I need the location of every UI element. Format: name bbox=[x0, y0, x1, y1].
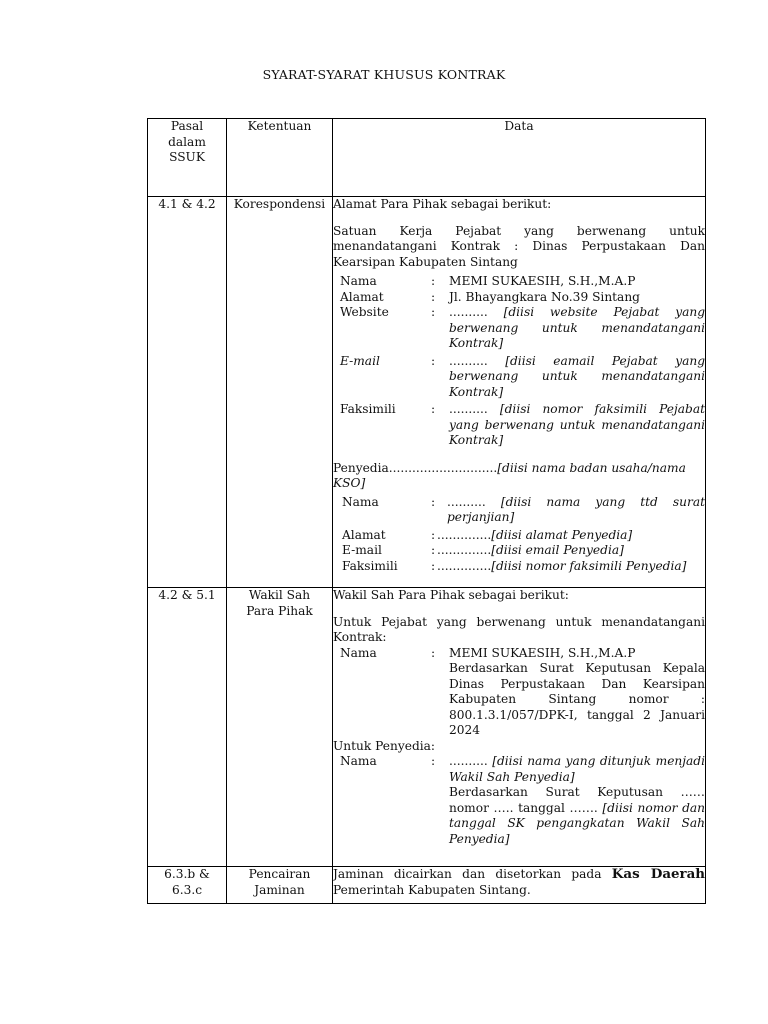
field-row: Nama : MEMI SUKAESIH, S.H.,M.A.P Berdasarkan Surat Keputusan Kepala Dinas Perpustakaan Dan Kearsipan Kabupaten Sintang nomor : 800.1.3.1/057/DPK-I, tanggal 2 Januari 2024 bbox=[340, 645, 705, 737]
data-cell bbox=[333, 867, 706, 904]
ssuk-table bbox=[147, 118, 706, 904]
placeholder-hint: [diisi email Penyedia] bbox=[491, 543, 624, 557]
placeholder-dots: .......... bbox=[447, 494, 486, 509]
placeholder-hint: [diisi nama badan usaha/nama KSO] bbox=[333, 460, 686, 490]
field-label: E-mail bbox=[342, 543, 382, 557]
field-value bbox=[447, 495, 705, 526]
field-value bbox=[449, 402, 705, 449]
field-row: E-mail : ..............[diisi email Penyedia] bbox=[342, 543, 705, 559]
header-pasal-line: Pasal bbox=[170, 119, 204, 133]
field-label: Alamat bbox=[342, 527, 386, 542]
ketentuan-cell bbox=[227, 588, 333, 867]
placeholder-hint: [diisi nama yang ditunjuk menjadi Wakil Sah Penyedia] bbox=[449, 754, 705, 784]
field-value bbox=[449, 305, 705, 352]
field-value bbox=[437, 543, 705, 559]
penyedia-rep bbox=[449, 754, 705, 785]
penyedia-line bbox=[333, 461, 705, 492]
pasal-cell bbox=[148, 867, 227, 904]
header-pasal-line: SSUK bbox=[169, 150, 205, 164]
placeholder-dots: .......... bbox=[449, 402, 488, 416]
field-row: Nama : .......... [diisi nama yang ttd surat perjanjian] bbox=[342, 494, 705, 524]
pasal-cell: 4.1 & 4.2 bbox=[148, 197, 227, 588]
field-label: Nama bbox=[342, 494, 379, 509]
placeholder-dots: .............. bbox=[437, 558, 492, 573]
wakil-intro: Wakil Sah Para Pihak sebagai berikut: bbox=[333, 588, 569, 602]
field-label: Website bbox=[340, 305, 389, 319]
field-label: Nama bbox=[340, 645, 377, 660]
field-row: Alamat : ..............[diisi alamat Penyedia] bbox=[342, 528, 705, 544]
document-title: SYARAT-SYARAT KHUSUS KONTRAK bbox=[262, 67, 506, 82]
field-value bbox=[449, 354, 705, 401]
data-cell bbox=[333, 197, 706, 588]
field-value bbox=[437, 528, 705, 544]
field-row: Website : .......... [diisi website Pejabat yang berwenang untuk menandatangani Kontrak] bbox=[340, 305, 706, 350]
table-row bbox=[148, 588, 706, 867]
placeholder-dots: .............. bbox=[437, 527, 492, 542]
field-label: E-mail bbox=[340, 353, 380, 368]
placeholder-hint: [diisi website Pejabat yang berwenang untuk menandatangani Kontrak] bbox=[449, 305, 706, 350]
data-cell bbox=[333, 588, 706, 867]
penyedia-label: Penyedia bbox=[333, 460, 389, 475]
field-row: Faksimili : ..............[diisi nomor faksimili Penyedia] bbox=[342, 559, 705, 575]
sk-text: Berdasarkan Surat Keputusan Kepala Dinas Perpustakaan Dan Kearsipan Kabupaten Sintang nomor : 800.1.3.1/057/DPK-I, tanggal 2 Januari 2024 bbox=[449, 661, 705, 737]
placeholder-dots: .......... bbox=[449, 305, 488, 319]
pencairan-text bbox=[333, 867, 705, 898]
placeholder-dots: ............................ bbox=[388, 460, 498, 475]
ketentuan-cell bbox=[227, 867, 333, 904]
placeholder-hint: [diisi alamat Penyedia] bbox=[491, 527, 633, 542]
ketentuan-line: Wakil Sah bbox=[248, 588, 311, 602]
placeholder-dots: .......... bbox=[449, 754, 488, 768]
placeholder-hint: [diisi nomor dan tanggal SK pengangkatan Wakil Sah Penyedia] bbox=[449, 800, 706, 846]
field-row: Alamat : Jl. Bhayangkara No.39 Sintang bbox=[340, 290, 705, 306]
field-value: Jl. Bhayangkara No.39 Sintang bbox=[449, 289, 640, 304]
untuk-pejabat: Untuk Pejabat yang berwenang untuk menandatangani Kontrak: bbox=[333, 614, 705, 644]
placeholder-hint: [diisi eamail Pejabat yang berwenang untuk menandatangani Kontrak] bbox=[449, 353, 706, 399]
pasal-cell: 4.2 & 5.1 bbox=[148, 588, 227, 867]
field-label: Nama bbox=[340, 754, 377, 768]
field-value bbox=[449, 646, 705, 739]
field-value bbox=[437, 559, 705, 575]
field-label: Alamat bbox=[340, 289, 384, 304]
kas-daerah: Kas Daerah bbox=[611, 866, 705, 882]
header-pasal bbox=[148, 119, 227, 197]
field-row: Faksimili : .......... [diisi nomor faksimili Pejabat yang berwenang untuk menandatangani Kontrak] bbox=[340, 402, 706, 447]
field-value bbox=[449, 754, 705, 847]
pencairan-suffix: Pemerintah Kabupaten Sintang. bbox=[333, 882, 531, 897]
placeholder-hint: [diisi nomor faksimili Pejabat yang berwenang untuk menandatangani Kontrak] bbox=[449, 402, 706, 447]
ketentuan-cell: Korespondensi bbox=[227, 197, 333, 588]
penyedia-sk bbox=[449, 785, 705, 847]
header-pasal-line: dalam bbox=[168, 134, 206, 149]
ketentuan-line: Para Pihak bbox=[246, 603, 313, 618]
header-ketentuan: Ketentuan bbox=[227, 119, 333, 197]
placeholder-hint: [diisi nomor faksimili Penyedia] bbox=[491, 558, 687, 573]
placeholder-dots: .......... bbox=[449, 353, 488, 368]
field-value: MEMI SUKAESIH, S.H.,M.A.P bbox=[449, 274, 636, 288]
pejabat-name: MEMI SUKAESIH, S.H.,M.A.P bbox=[449, 645, 636, 660]
field-row: Nama : MEMI SUKAESIH, S.H.,M.A.P bbox=[340, 274, 705, 290]
field-row: E-mail : .......... [diisi eamail Pejabat yang berwenang untuk menandatangani Kontrak] bbox=[340, 353, 706, 399]
placeholder-hint: [diisi nama yang ttd surat perjanjian] bbox=[447, 494, 705, 524]
header-data: Data bbox=[333, 119, 706, 197]
ketentuan-line: Jaminan bbox=[254, 882, 305, 897]
table-row bbox=[148, 867, 706, 904]
correspondence-intro: Alamat Para Pihak sebagai berikut: bbox=[333, 197, 552, 211]
field-row: Nama : .......... [diisi nama yang ditunjuk menjadi Wakil Sah Penyedia] Berdasarkan Surat Keputusan …… nomor ….. tanggal ……. [diisi nomor dan tanggal SK pengangkatan Wakil Sah Penyedia] bbox=[340, 754, 706, 846]
field-label: Faksimili bbox=[340, 402, 396, 416]
field-label: Faksimili bbox=[342, 558, 398, 573]
pasal-line: 6.3.c bbox=[171, 882, 203, 897]
pencairan-prefix: Jaminan dicairkan dan disetorkan pada bbox=[333, 867, 602, 881]
table-header-row bbox=[148, 119, 706, 197]
pasal-line: 6.3.b & bbox=[164, 867, 210, 881]
sk-prefix: Berdasarkan Surat Keputusan …… nomor ….. tanggal ……. bbox=[449, 785, 705, 815]
table-row bbox=[148, 197, 706, 588]
untuk-penyedia: Untuk Penyedia: bbox=[333, 738, 436, 753]
field-label: Nama bbox=[340, 274, 377, 288]
satker-text: Satuan Kerja Pejabat yang berwenang untuk menandatangani Kontrak : Dinas Perpustakaan Dan Kearsipan Kabupaten Sintang bbox=[333, 223, 705, 269]
ketentuan-line: Pencairan bbox=[248, 867, 311, 881]
placeholder-dots: .............. bbox=[437, 543, 492, 557]
